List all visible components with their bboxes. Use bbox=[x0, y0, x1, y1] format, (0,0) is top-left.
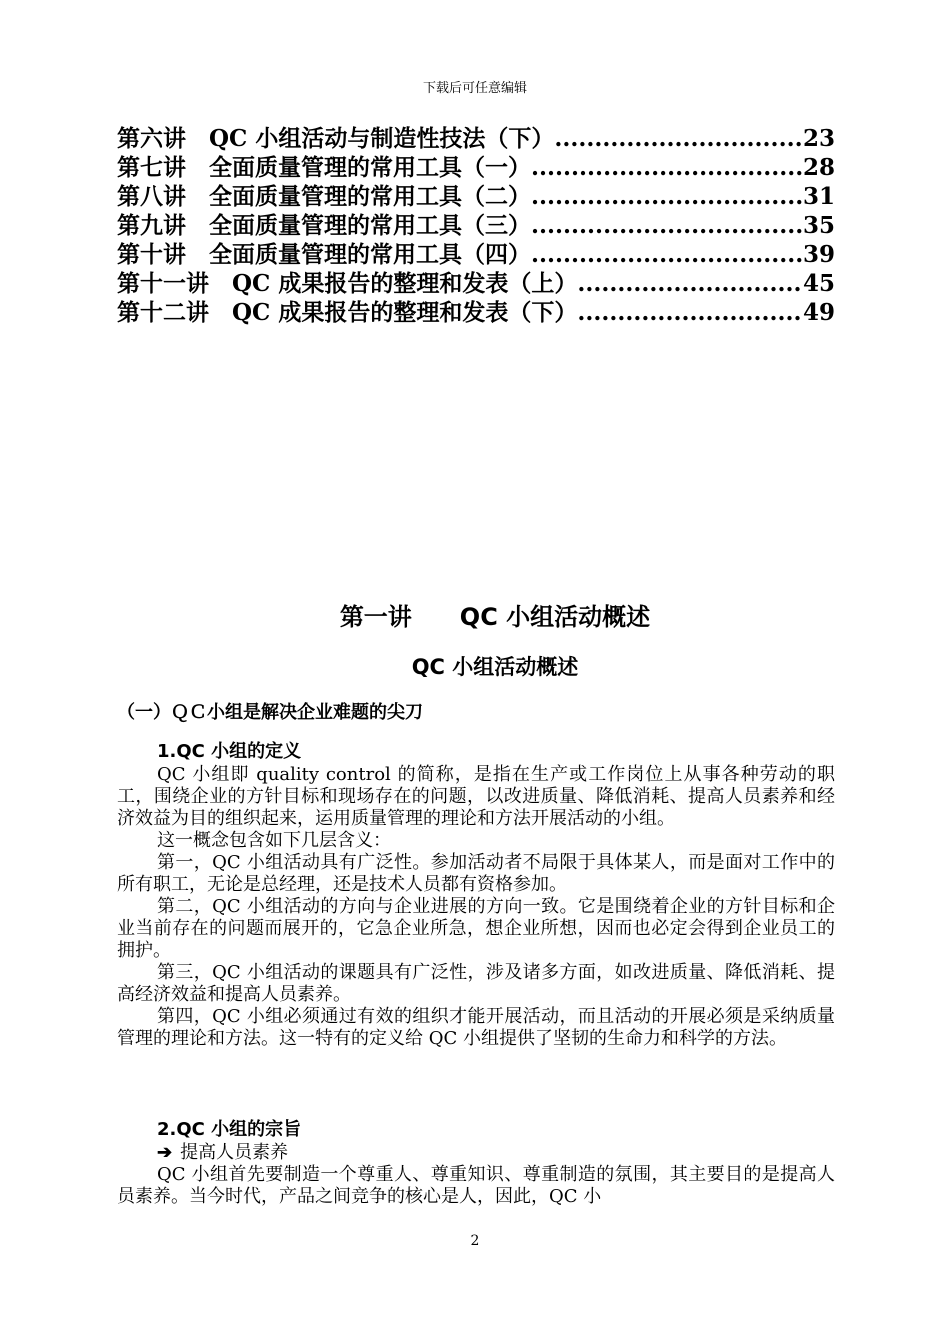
part2-block bbox=[117, 1118, 835, 1208]
toc-entry-title: 第六讲 QC 小组活动与制造性技法（下） bbox=[117, 125, 555, 152]
paragraph: 第二，QC 小组活动的方向与企业进展的方向一致。它是围绕着企业的方针目标和企业当前存在的问题而展开的，它急企业所急，想企业所想，因而也必定会得到企业员工的拥护。 bbox=[117, 896, 835, 961]
toc-leader-dots bbox=[531, 153, 803, 182]
lecture-title: 第一讲 QC 小组活动概述 bbox=[339, 603, 651, 631]
paragraph: QC 小组首先要制造一个尊重人、尊重知识、尊重制造的氛围，其主要目的是提高人员素养。当今时代，产品之间竞争的核心是人，因此，QC 小 bbox=[117, 1164, 835, 1207]
toc-entry[interactable] bbox=[117, 153, 835, 182]
lecture-subtitle: QC 小组活动概述 bbox=[411, 655, 579, 679]
paragraph: QC 小组即 quality control 的简称，是指在生产或工作岗位上从事各种劳动的职工，围绕企业的方针目标和现场存在的问题，以改进质量、降低消耗、提高人员素养和经济效益为目的组织起来，运用质量管理的理论和方法开展活动的小组。 bbox=[117, 764, 835, 829]
toc-entry-title: 第九讲 全面质量管理的常用工具（三） bbox=[117, 212, 531, 239]
toc-entry-title: 第十讲 全面质量管理的常用工具（四） bbox=[117, 241, 531, 268]
toc-entry[interactable] bbox=[117, 124, 835, 153]
page-header: 下载后可任意编辑 bbox=[422, 81, 527, 96]
toc-entry-page: 45 bbox=[802, 270, 835, 297]
bullet-text: 提高人员素养 bbox=[180, 1142, 289, 1163]
page-number: 2 bbox=[470, 1233, 480, 1249]
toc-entry-page: 28 bbox=[802, 154, 835, 181]
toc-entry-title: 第八讲 全面质量管理的常用工具（二） bbox=[117, 183, 531, 210]
toc-entry-title: 第七讲 全面质量管理的常用工具（一） bbox=[117, 154, 531, 181]
toc-entry[interactable] bbox=[117, 269, 835, 298]
toc-leader-dots bbox=[577, 298, 803, 327]
toc-entry-title: 第十二讲 QC 成果报告的整理和发表（下） bbox=[117, 299, 578, 326]
toc-entry-page: 31 bbox=[802, 183, 835, 210]
paragraph: 第四，QC 小组必须通过有效的组织才能开展活动，而且活动的开展必须是采纳质量管理的理论和方法。这一特有的定义给 QC 小组提供了坚韧的生命力和科学的方法。 bbox=[117, 1006, 835, 1049]
table-of-contents bbox=[117, 124, 835, 327]
toc-entry-page: 35 bbox=[802, 212, 835, 239]
toc-entry-page: 49 bbox=[802, 299, 835, 326]
part2-heading: 2.QC 小组的宗旨 bbox=[157, 1119, 302, 1140]
arrow-right-icon: ➔ bbox=[157, 1142, 173, 1163]
toc-entry[interactable] bbox=[117, 298, 835, 327]
toc-entry[interactable] bbox=[117, 182, 835, 211]
toc-leader-dots bbox=[577, 269, 803, 298]
paragraph: 第一，QC 小组活动具有广泛性。参加活动者不局限于具体某人，而是面对工作中的所有职工，无论是总经理，还是技术人员都有资格参加。 bbox=[117, 852, 835, 895]
toc-leader-dots bbox=[554, 124, 803, 153]
paragraph: 第三，QC 小组活动的课题具有广泛性，涉及诸多方面，如改进质量、降低消耗、提高经济效益和提高人员素养。 bbox=[117, 962, 835, 1005]
toc-leader-dots bbox=[531, 211, 803, 240]
toc-leader-dots bbox=[531, 182, 803, 211]
toc-entry[interactable] bbox=[117, 211, 835, 240]
bullet-item bbox=[117, 1142, 835, 1164]
toc-entry-title: 第十一讲 QC 成果报告的整理和发表（上） bbox=[117, 270, 578, 297]
toc-leader-dots bbox=[531, 240, 803, 269]
section-heading: （一）ＱＣ小组是解决企业难题的尖刀 bbox=[117, 702, 423, 723]
part1-block bbox=[117, 740, 835, 1050]
toc-entry[interactable] bbox=[117, 240, 835, 269]
paragraph: 这一概念包含如下几层含义： bbox=[157, 830, 391, 851]
part1-heading: 1.QC 小组的定义 bbox=[157, 741, 302, 762]
toc-entry-page: 39 bbox=[802, 241, 835, 268]
toc-entry-page: 23 bbox=[802, 125, 835, 152]
